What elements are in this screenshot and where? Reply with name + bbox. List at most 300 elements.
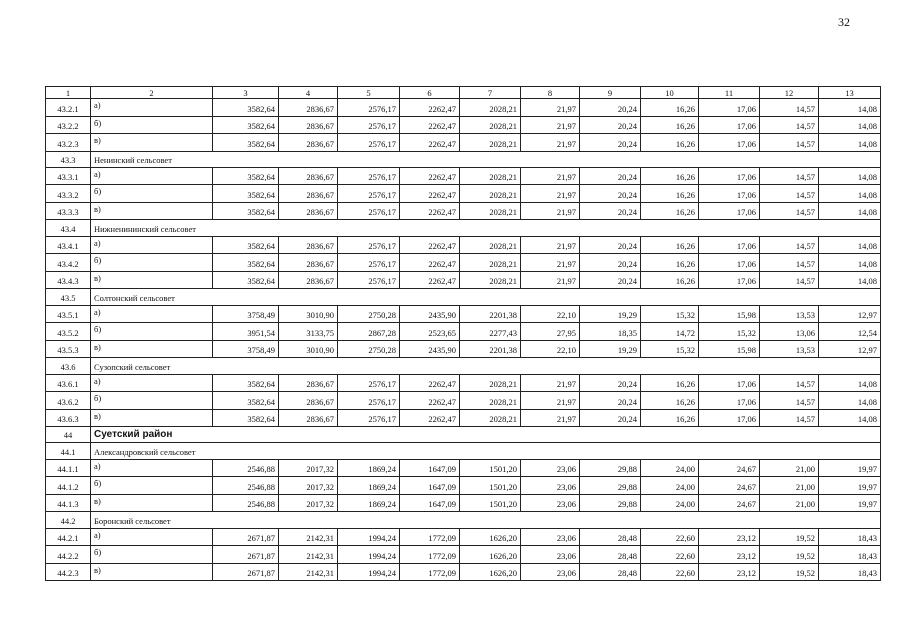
value-cell: 2262,47 (400, 374, 460, 392)
value-cell: 14,57 (760, 374, 819, 392)
value-cell: 2262,47 (400, 271, 460, 289)
value-cell: 3582,64 (213, 134, 279, 152)
value-cell: 19,52 (760, 563, 819, 581)
value-cell: 1501,20 (460, 477, 521, 495)
value-cell: 2750,28 (338, 340, 400, 358)
value-cell: 3582,64 (213, 167, 279, 185)
table-row (46, 392, 881, 410)
section-row (46, 512, 881, 528)
value-cell: 14,08 (819, 271, 881, 289)
value-cell: 2576,17 (338, 271, 400, 289)
value-cell: 15,32 (641, 305, 699, 323)
value-cell: 14,08 (819, 236, 881, 254)
value-cell: 2836,67 (279, 185, 338, 203)
table-row (46, 494, 881, 512)
section-title: Александровский сельсовет (91, 443, 881, 459)
value-cell: 2576,17 (338, 134, 400, 152)
section-row (46, 443, 881, 459)
row-code: 43.5.2 (46, 323, 91, 341)
value-cell: 24,00 (641, 459, 699, 477)
row-letter: б) (91, 185, 213, 203)
value-cell: 14,57 (760, 116, 819, 134)
row-code: 44.2.3 (46, 563, 91, 581)
value-cell: 20,24 (580, 271, 641, 289)
row-code: 44.1.1 (46, 459, 91, 477)
row-letter: в) (91, 271, 213, 289)
value-cell: 19,97 (819, 494, 881, 512)
value-cell: 16,26 (641, 185, 699, 203)
row-letter: в) (91, 563, 213, 581)
value-cell: 2576,17 (338, 167, 400, 185)
row-letter: а) (91, 99, 213, 117)
value-cell: 3010,90 (279, 305, 338, 323)
row-code: 43.6.3 (46, 409, 91, 427)
value-cell: 2576,17 (338, 185, 400, 203)
value-cell: 1647,09 (400, 477, 460, 495)
table-row (46, 116, 881, 134)
row-letter: а) (91, 236, 213, 254)
value-cell: 14,57 (760, 236, 819, 254)
value-cell: 24,67 (699, 494, 760, 512)
section-title: Ненинский сельсовет (91, 151, 881, 167)
value-cell: 2028,21 (460, 202, 521, 220)
value-cell: 21,97 (521, 99, 580, 117)
value-cell: 21,97 (521, 116, 580, 134)
value-cell: 14,08 (819, 99, 881, 117)
value-cell: 18,43 (819, 546, 881, 564)
value-cell: 14,08 (819, 409, 881, 427)
value-cell: 21,00 (760, 477, 819, 495)
section-code: 43.6 (46, 358, 91, 374)
value-cell: 2142,31 (279, 528, 338, 546)
value-cell: 1501,20 (460, 459, 521, 477)
section-code: 43.3 (46, 151, 91, 167)
value-cell: 19,97 (819, 459, 881, 477)
row-code: 43.4.3 (46, 271, 91, 289)
value-cell: 2201,38 (460, 340, 521, 358)
table-row (46, 374, 881, 392)
value-cell: 14,57 (760, 202, 819, 220)
value-cell: 2576,17 (338, 254, 400, 272)
value-cell: 1994,24 (338, 563, 400, 581)
tariff-table (45, 86, 881, 581)
row-letter: а) (91, 459, 213, 477)
value-cell: 3758,49 (213, 340, 279, 358)
value-cell: 16,26 (641, 271, 699, 289)
value-cell: 17,06 (699, 99, 760, 117)
value-cell: 17,06 (699, 254, 760, 272)
row-code: 43.3.3 (46, 202, 91, 220)
value-cell: 2836,67 (279, 116, 338, 134)
value-cell: 2836,67 (279, 202, 338, 220)
value-cell: 2576,17 (338, 99, 400, 117)
table-row (46, 563, 881, 581)
section-title: Солтонский сельсовет (91, 289, 881, 305)
row-letter: б) (91, 477, 213, 495)
row-letter: в) (91, 494, 213, 512)
value-cell: 14,08 (819, 116, 881, 134)
row-letter: б) (91, 392, 213, 410)
table-row (46, 477, 881, 495)
value-cell: 2262,47 (400, 99, 460, 117)
value-cell: 19,29 (580, 340, 641, 358)
value-cell: 2546,88 (213, 477, 279, 495)
value-cell: 14,57 (760, 409, 819, 427)
value-cell: 1994,24 (338, 546, 400, 564)
table-row (46, 185, 881, 203)
value-cell: 13,53 (760, 305, 819, 323)
value-cell: 23,12 (699, 563, 760, 581)
value-cell: 20,24 (580, 99, 641, 117)
value-cell: 2836,67 (279, 271, 338, 289)
value-cell: 1869,24 (338, 459, 400, 477)
value-cell: 3010,90 (279, 340, 338, 358)
value-cell: 2142,31 (279, 563, 338, 581)
value-cell: 21,97 (521, 202, 580, 220)
value-cell: 2262,47 (400, 254, 460, 272)
region-cell (91, 427, 881, 443)
value-cell: 3582,64 (213, 254, 279, 272)
value-cell: 22,60 (641, 546, 699, 564)
row-code: 43.2.2 (46, 116, 91, 134)
value-cell: 14,57 (760, 185, 819, 203)
value-cell: 23,06 (521, 546, 580, 564)
header-cell: 12 (760, 87, 819, 99)
value-cell: 3582,64 (213, 202, 279, 220)
header-cell: 1 (46, 87, 91, 99)
section-title: Нижненининский сельсовет (91, 220, 881, 236)
value-cell: 2836,67 (279, 167, 338, 185)
table-row (46, 409, 881, 427)
row-code: 43.6.2 (46, 392, 91, 410)
value-cell: 2262,47 (400, 236, 460, 254)
value-cell: 2435,90 (400, 340, 460, 358)
row-letter: а) (91, 167, 213, 185)
table-row (46, 254, 881, 272)
value-cell: 21,97 (521, 236, 580, 254)
value-cell: 2262,47 (400, 202, 460, 220)
row-code: 43.3.1 (46, 167, 91, 185)
value-cell: 2836,67 (279, 409, 338, 427)
row-code: 44.1.2 (46, 477, 91, 495)
value-cell: 21,97 (521, 167, 580, 185)
row-letter: б) (91, 323, 213, 341)
header-cell: 13 (819, 87, 881, 99)
value-cell: 24,67 (699, 459, 760, 477)
value-cell: 2576,17 (338, 374, 400, 392)
value-cell: 29,88 (580, 477, 641, 495)
value-cell: 19,97 (819, 477, 881, 495)
value-cell: 20,24 (580, 167, 641, 185)
row-code: 43.4.1 (46, 236, 91, 254)
header-cell: 4 (279, 87, 338, 99)
row-letter: в) (91, 134, 213, 152)
value-cell: 17,06 (699, 202, 760, 220)
value-cell: 20,24 (580, 185, 641, 203)
value-cell: 14,08 (819, 392, 881, 410)
value-cell: 16,26 (641, 254, 699, 272)
value-cell: 1994,24 (338, 528, 400, 546)
value-cell: 1772,09 (400, 546, 460, 564)
value-cell: 2028,21 (460, 236, 521, 254)
value-cell: 22,10 (521, 305, 580, 323)
value-cell: 20,24 (580, 202, 641, 220)
value-cell: 14,57 (760, 254, 819, 272)
section-title: Боронский сельсовет (91, 512, 881, 528)
value-cell: 2017,32 (279, 494, 338, 512)
value-cell: 1772,09 (400, 528, 460, 546)
value-cell: 2523,65 (400, 323, 460, 341)
value-cell: 18,43 (819, 528, 881, 546)
value-cell: 2576,17 (338, 236, 400, 254)
section-row (46, 220, 881, 236)
value-cell: 1626,20 (460, 563, 521, 581)
row-code: 44.1.3 (46, 494, 91, 512)
value-cell: 21,00 (760, 459, 819, 477)
value-cell: 17,06 (699, 392, 760, 410)
value-cell: 19,52 (760, 528, 819, 546)
value-cell: 2750,28 (338, 305, 400, 323)
region-title: Суетский район (94, 429, 173, 441)
row-letter: б) (91, 116, 213, 134)
header-cell: 6 (400, 87, 460, 99)
value-cell: 14,08 (819, 167, 881, 185)
value-cell: 2262,47 (400, 185, 460, 203)
value-cell: 12,54 (819, 323, 881, 341)
value-cell: 2017,32 (279, 459, 338, 477)
value-cell: 2142,31 (279, 546, 338, 564)
value-cell: 21,00 (760, 494, 819, 512)
value-cell: 16,26 (641, 116, 699, 134)
header-cell: 3 (213, 87, 279, 99)
value-cell: 23,12 (699, 546, 760, 564)
row-letter: б) (91, 546, 213, 564)
table-row (46, 305, 881, 323)
row-letter: в) (91, 340, 213, 358)
value-cell: 3582,64 (213, 236, 279, 254)
row-code: 43.5.1 (46, 305, 91, 323)
value-cell: 2576,17 (338, 202, 400, 220)
value-cell: 2836,67 (279, 254, 338, 272)
value-cell: 23,12 (699, 528, 760, 546)
value-cell: 2836,67 (279, 236, 338, 254)
header-cell: 8 (521, 87, 580, 99)
value-cell: 2262,47 (400, 116, 460, 134)
value-cell: 23,06 (521, 494, 580, 512)
value-cell: 2576,17 (338, 392, 400, 410)
table-row (46, 459, 881, 477)
section-row (46, 289, 881, 305)
value-cell: 2836,67 (279, 134, 338, 152)
value-cell: 2262,47 (400, 167, 460, 185)
value-cell: 14,57 (760, 167, 819, 185)
value-cell: 1869,24 (338, 477, 400, 495)
value-cell: 19,29 (580, 305, 641, 323)
header-cell: 11 (699, 87, 760, 99)
value-cell: 16,26 (641, 167, 699, 185)
value-cell: 18,35 (580, 323, 641, 341)
value-cell: 1501,20 (460, 494, 521, 512)
value-cell: 2201,38 (460, 305, 521, 323)
header-cell: 5 (338, 87, 400, 99)
value-cell: 20,24 (580, 392, 641, 410)
value-cell: 21,97 (521, 409, 580, 427)
value-cell: 3582,64 (213, 374, 279, 392)
value-cell: 17,06 (699, 134, 760, 152)
value-cell: 20,24 (580, 374, 641, 392)
value-cell: 20,24 (580, 134, 641, 152)
value-cell: 2576,17 (338, 116, 400, 134)
value-cell: 16,26 (641, 392, 699, 410)
value-cell: 2546,88 (213, 459, 279, 477)
section-code: 44.2 (46, 512, 91, 528)
value-cell: 1626,20 (460, 528, 521, 546)
value-cell: 12,97 (819, 340, 881, 358)
value-cell: 27,95 (521, 323, 580, 341)
value-cell: 29,88 (580, 459, 641, 477)
table-row (46, 202, 881, 220)
value-cell: 28,48 (580, 528, 641, 546)
value-cell: 14,08 (819, 254, 881, 272)
region-row (46, 427, 881, 443)
value-cell: 20,24 (580, 254, 641, 272)
value-cell: 2028,21 (460, 134, 521, 152)
value-cell: 2836,67 (279, 392, 338, 410)
value-cell: 22,60 (641, 528, 699, 546)
value-cell: 28,48 (580, 563, 641, 581)
value-cell: 3582,64 (213, 392, 279, 410)
row-code: 44.2.2 (46, 546, 91, 564)
value-cell: 3133,75 (279, 323, 338, 341)
region-code: 44 (46, 427, 91, 443)
row-code: 43.2.1 (46, 99, 91, 117)
table-header-row (46, 87, 881, 99)
value-cell: 14,57 (760, 99, 819, 117)
row-letter: в) (91, 202, 213, 220)
row-letter: а) (91, 528, 213, 546)
value-cell: 17,06 (699, 271, 760, 289)
section-code: 43.5 (46, 289, 91, 305)
value-cell: 21,97 (521, 134, 580, 152)
section-code: 44.1 (46, 443, 91, 459)
value-cell: 24,67 (699, 477, 760, 495)
value-cell: 14,08 (819, 374, 881, 392)
value-cell: 1869,24 (338, 494, 400, 512)
value-cell: 1647,09 (400, 494, 460, 512)
value-cell: 2836,67 (279, 99, 338, 117)
value-cell: 21,97 (521, 271, 580, 289)
value-cell: 23,06 (521, 459, 580, 477)
header-cell: 7 (460, 87, 521, 99)
value-cell: 17,06 (699, 185, 760, 203)
row-code: 43.6.1 (46, 374, 91, 392)
value-cell: 13,06 (760, 323, 819, 341)
value-cell: 2028,21 (460, 116, 521, 134)
row-letter: а) (91, 374, 213, 392)
value-cell: 3582,64 (213, 185, 279, 203)
value-cell: 2028,21 (460, 374, 521, 392)
value-cell: 2671,87 (213, 528, 279, 546)
section-row (46, 358, 881, 374)
value-cell: 29,88 (580, 494, 641, 512)
table-row (46, 236, 881, 254)
section-code: 43.4 (46, 220, 91, 236)
value-cell: 14,57 (760, 392, 819, 410)
value-cell: 20,24 (580, 409, 641, 427)
value-cell: 3582,64 (213, 116, 279, 134)
table-body (46, 87, 881, 581)
value-cell: 22,10 (521, 340, 580, 358)
value-cell: 21,97 (521, 254, 580, 272)
table-row (46, 271, 881, 289)
value-cell: 14,08 (819, 202, 881, 220)
value-cell: 23,06 (521, 563, 580, 581)
table-row (46, 340, 881, 358)
value-cell: 16,26 (641, 99, 699, 117)
value-cell: 2028,21 (460, 185, 521, 203)
value-cell: 2028,21 (460, 254, 521, 272)
value-cell: 14,57 (760, 134, 819, 152)
value-cell: 15,98 (699, 340, 760, 358)
value-cell: 1626,20 (460, 546, 521, 564)
value-cell: 2435,90 (400, 305, 460, 323)
value-cell: 14,57 (760, 271, 819, 289)
value-cell: 17,06 (699, 374, 760, 392)
value-cell: 18,43 (819, 563, 881, 581)
value-cell: 3758,49 (213, 305, 279, 323)
value-cell: 24,00 (641, 494, 699, 512)
value-cell: 24,00 (641, 477, 699, 495)
value-cell: 19,52 (760, 546, 819, 564)
value-cell: 16,26 (641, 374, 699, 392)
value-cell: 2017,32 (279, 477, 338, 495)
page-number: 32 (838, 15, 850, 29)
value-cell: 2028,21 (460, 167, 521, 185)
value-cell: 20,24 (580, 236, 641, 254)
value-cell: 2546,88 (213, 494, 279, 512)
value-cell: 14,08 (819, 185, 881, 203)
value-cell: 16,26 (641, 134, 699, 152)
value-cell: 17,06 (699, 409, 760, 427)
value-cell: 2028,21 (460, 271, 521, 289)
value-cell: 15,32 (641, 340, 699, 358)
value-cell: 15,32 (699, 323, 760, 341)
value-cell: 2671,87 (213, 546, 279, 564)
row-letter: а) (91, 305, 213, 323)
value-cell: 2576,17 (338, 409, 400, 427)
value-cell: 2028,21 (460, 409, 521, 427)
value-cell: 1647,09 (400, 459, 460, 477)
row-letter: б) (91, 254, 213, 272)
value-cell: 28,48 (580, 546, 641, 564)
value-cell: 2262,47 (400, 134, 460, 152)
value-cell: 17,06 (699, 167, 760, 185)
value-cell: 2262,47 (400, 392, 460, 410)
value-cell: 12,97 (819, 305, 881, 323)
header-cell: 10 (641, 87, 699, 99)
value-cell: 2671,87 (213, 563, 279, 581)
value-cell: 23,06 (521, 528, 580, 546)
row-code: 43.5.3 (46, 340, 91, 358)
row-code: 43.3.2 (46, 185, 91, 203)
header-cell: 2 (91, 87, 213, 99)
value-cell: 23,06 (521, 477, 580, 495)
value-cell: 21,97 (521, 374, 580, 392)
header-cell: 9 (580, 87, 641, 99)
value-cell: 17,06 (699, 116, 760, 134)
value-cell: 16,26 (641, 409, 699, 427)
value-cell: 13,53 (760, 340, 819, 358)
